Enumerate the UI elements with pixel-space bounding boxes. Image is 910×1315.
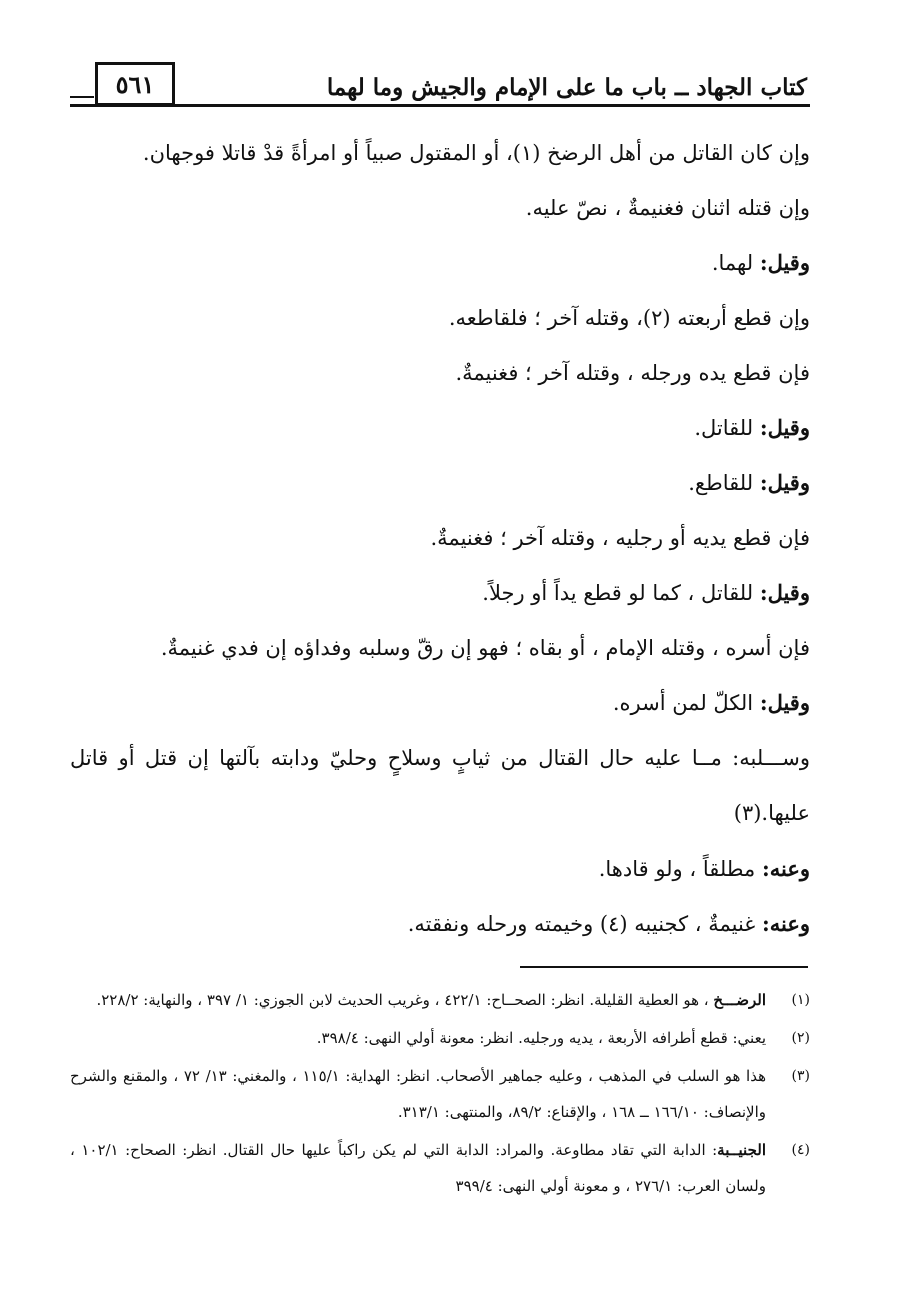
footnote [70,1132,810,1204]
paragraph [70,235,810,290]
paragraph [70,455,810,510]
main-text [70,125,810,951]
paragraph [70,290,810,345]
header-rule [70,104,810,107]
header-rule-left [70,96,94,98]
footnote-number: (٤) [791,1142,810,1158]
paragraph-term: وقيل: [759,415,810,440]
footnote-number: (١) [791,992,810,1008]
paragraph [70,400,810,455]
paragraph-text: وإن قتله اثنان فغنيمةٌ ، نصّ عليه. [525,196,810,220]
footnotes [70,982,810,1206]
paragraph [70,896,810,951]
paragraph [70,565,810,620]
paragraph [70,675,810,730]
paragraph-text: فإن أسره ، وقتله الإمام ، أو بقاه ؛ فهو إن رقّ وسلبه وفداؤه إن فدي غنيمةٌ. [160,636,810,660]
paragraph-text: مطلقاً ، ولو قادها. [598,857,762,881]
footnote [70,982,810,1018]
footnote [70,1020,810,1056]
paragraph [70,620,810,675]
footnote-text: هذا هو السلب في المذهب ، وعليه جماهير الأصحاب. انظر: الهداية: ١١٥/١ ، والمغني: ١٣/ ٧٢ ، والمقنع والشرح والإنصاف: ١٦٦/١٠ ــ ١٦٨ ، والإقناع: ٨٩/٢، والمنتهى: ٣١٣/١. [70,1067,767,1121]
paragraph-term: وعنه: [761,911,810,936]
paragraph-text: للقاتل ، كما لو قطع يداً أو رجلاً. [482,581,760,605]
footnote-term: الرضـــخ [713,991,766,1009]
paragraph [70,730,810,841]
running-title: كتاب الجهاد ــ باب ما على الإمام والجيش وما لهما [326,74,807,101]
paragraph [70,345,810,400]
footnote-text: يعني: قطع أطرافه الأربعة ، يديه ورجليه. انظر: معونة أولي النهى: ٣٩٨/٤. [316,1029,766,1047]
paragraph-text: وإن كان القاتل من أهل الرضخ (١)، أو المقتول صبياً أو امرأةً قدْ قاتلا فوجهان. [142,141,810,165]
footnote-text: ، هو العطية القليلة. انظر: الصحــاح: ٤٢٢/١ ، وغريب الحديث لابن الجوزي: ١/ ٣٩٧ ، والنهاية: ٢٢٨/٢. [96,991,714,1009]
paragraph-text: للقاتل. [694,416,760,440]
paragraph [70,841,810,896]
paragraph-text: للقاطع. [688,471,760,495]
paragraph-text: لهما. [711,251,760,275]
footnote-separator [520,966,808,968]
paragraph-text: غنيمةٌ ، كجنيبه (٤) وخيمته ورحله ونفقته. [407,912,762,936]
footnote-text: : الدابة التي تقاد مطاوعة. والمراد: الدابة التي لم يكن راكباً عليها حال القتال. انظر: الصحاح: ١٠٢/١ ، ولسان العرب: ٢٧٦/١ ، و معونة أولي النهى: ٣٩٩/٤ [70,1141,766,1195]
paragraph [70,125,810,180]
paragraph-text: الكلّ لمن أسره. [612,691,760,715]
paragraph-term: وقيل: [759,250,810,275]
page-number [95,62,175,106]
footnote [70,1058,810,1130]
footnote-number: (٢) [791,1030,810,1046]
paragraph-term: وعنه: [761,856,810,881]
page-number-text: ٥٦١ [115,69,155,99]
paragraph-text: فإن قطع يديه أو رجليه ، وقتله آخر ؛ فغنيمةٌ. [430,526,810,550]
paragraph-text: وســـلبه: مــا عليه حال القتال من ثيابٍ وسلاحٍ وحليّ ودابته بآلتها إن قتل أو قاتل عليها.(٣) [70,746,810,825]
paragraph-term: وقيل: [759,580,810,605]
paragraph-text: وإن قطع أربعته (٢)، وقتله آخر ؛ فلقاطعه. [448,306,810,330]
footnote-term: الجنيــبة [717,1141,767,1159]
footnote-number: (٣) [791,1068,810,1084]
paragraph-text: فإن قطع يده ورجله ، وقتله آخر ؛ فغنيمةٌ. [455,361,810,385]
paragraph [70,510,810,565]
paragraph-term: وقيل: [759,690,810,715]
paragraph-term: وقيل: [759,470,810,495]
paragraph [70,180,810,235]
